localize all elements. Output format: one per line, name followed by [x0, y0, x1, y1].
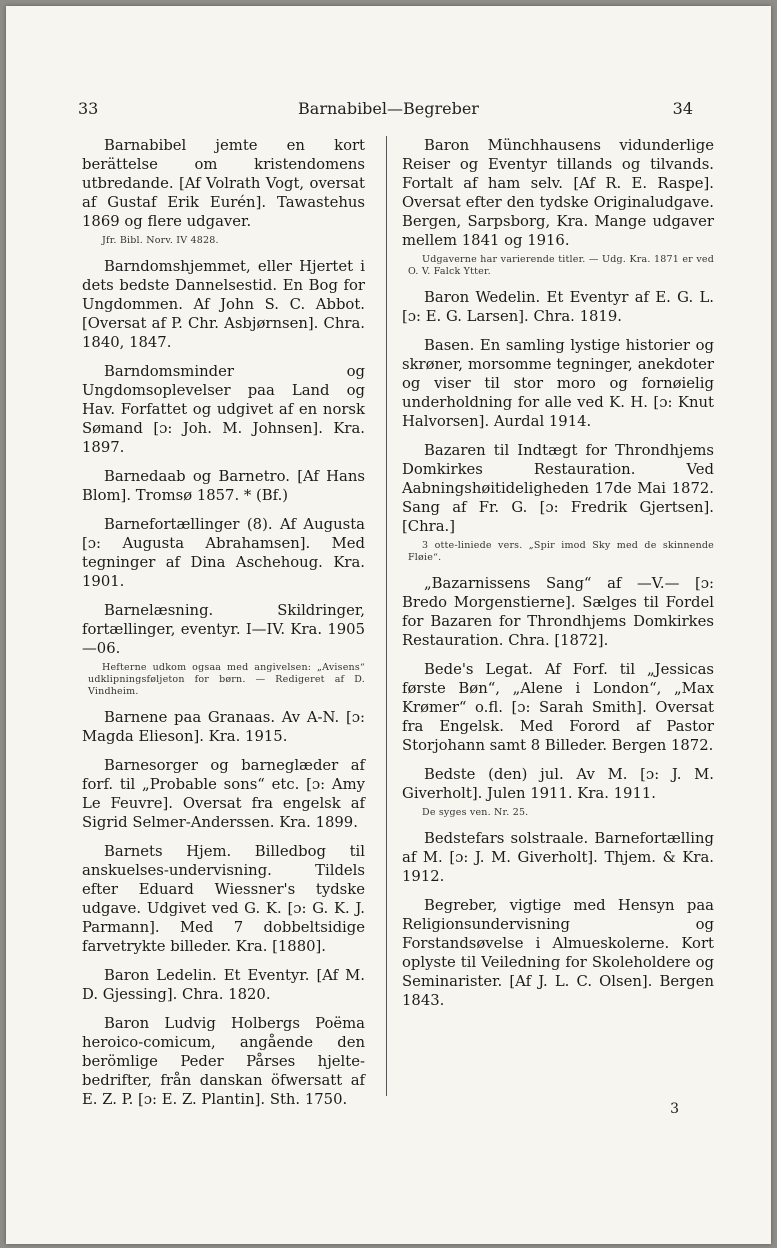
book-page	[6, 6, 771, 1244]
bibliography-entry: Barnedaab og Barnetro. [Af Hans Blom]. Tromsø 1857. * (Bf.)	[82, 468, 365, 504]
bibliography-entry: Begreber, vigtige med Hensyn paa Religionsundervisning og Forstandsøvelse i Almueskolerne. Kort oplyste til Veiledning for Skoleholdere og Seminarister. [Af J. L. C. Olsen]. Bergen 1843.	[402, 897, 714, 1009]
bibliography-entry: Barnets Hjem. Billedbog til anskuelses-undervisning. Tildels efter Eduard Wiessner's tydske udgave. Udgivet ved G. K. [ɔ: G. K. J. Parmann]. Med 7 dobbeltsidige farvetrykte billeder. Kra. [1880].	[82, 843, 365, 955]
entry-note: Hefterne udkom ogsaa med angivelsen: „Avisens“ udklipningsføljeton for børn. — Redigeret af D. Vindheim.	[88, 662, 365, 697]
entry-note: 3 otte-liniede vers. „Spir imod Sky med de skinnende Fløie“.	[408, 540, 714, 563]
bibliography-entry: Baron Ludvig Holbergs Poëma heroico-comicum, angående den berömlige Peder Pårses hjelte-bedrifter, från danskan öfwersatt af E. Z. P. [ɔ: E. Z. Plantin]. Sth. 1750.	[82, 1015, 365, 1108]
bibliography-entry: Barnabibel jemte en kort berättelse om kristendomens utbredande. [Af Volrath Vogt, oversat af Gustaf Erik Eurén]. Tawastehus 1869 og flere udgaver.	[82, 137, 365, 230]
bibliography-entry: Bede's Legat. Af Forf. til „Jessicas første Bøn“, „Alene i London“, „Max Krømer“ o.fl. [ɔ: Sarah Smith]. Oversat fra Engelsk. Med Forord af Pastor Storjohann samt 8 Billeder. Bergen 1872.	[402, 661, 714, 754]
bibliography-entry: Barndomshjemmet, eller Hjertet i dets bedste Dannelsestid. En Bog for Ungdommen. Af John S. C. Abbot. [Oversat af P. Chr. Asbjørnsen]. Chra. 1840, 1847.	[82, 258, 365, 351]
entry-note: Jfr. Bibl. Norv. IV 4828.	[102, 235, 219, 246]
bibliography-entry: Baron Ledelin. Et Eventyr. [Af M. D. Gjessing]. Chra. 1820.	[82, 967, 365, 1003]
column-divider	[386, 136, 387, 1096]
bibliography-entry: Baron Wedelin. Et Eventyr af E. G. L. [ɔ: E. G. Larsen]. Chra. 1819.	[402, 289, 714, 325]
bibliography-entry: Barnesorger og barneglæder af forf. til „Probable sons“ etc. [ɔ: Amy Le Feuvre]. Oversat fra engelsk af Sigrid Selmer-Anderssen. Kra. 1899.	[82, 757, 365, 831]
bibliography-entry: Barnelæsning. Skildringer, fortællinger, eventyr. I—IV. Kra. 1905—06.	[82, 602, 365, 657]
bibliography-entry: Bedstefars solstraale. Barnefortælling af M. [ɔ: J. M. Giverholt]. Thjem. & Kra. 1912.	[402, 830, 714, 885]
running-title: Barnabibel—Begreber	[298, 99, 479, 118]
bibliography-entry: Baron Münchhausens vidunderlige Reiser og Eventyr tillands og tilvands. Fortalt af ham selv. [Af R. E. Raspe]. Oversat efter den tydske Originaludgave. Bergen, Sarpsborg, Kra. Mange udgaver mellem 1841 og 1916.	[402, 137, 714, 249]
entry-note: Udgaverne har varierende titler. — Udg. Kra. 1871 er ved O. V. Falck Ytter.	[408, 254, 714, 277]
bibliography-entry: Bedste (den) jul. Av M. [ɔ: J. M. Giverholt]. Julen 1911. Kra. 1911.	[402, 766, 714, 802]
bibliography-entry: „Bazarnissens Sang“ af —V.— [ɔ: Bredo Morgenstierne]. Sælges til Fordel for Bazaren for Throndhjems Domkirkes Restauration. Chra. [1872].	[402, 575, 714, 649]
bibliography-entry: Barnefortællinger (8). Af Augusta [ɔ: Augusta Abrahamsen]. Med tegninger af Dina Aschehoug. Kra. 1901.	[82, 516, 365, 590]
bibliography-entry: Basen. En samling lystige historier og skrøner, morsomme tegninger, anekdoter og viser til stor moro og fornøielig underholdning for alle ved K. H. [ɔ: Knut Halvorsen]. Aurdal 1914.	[402, 337, 714, 430]
signature-mark: 3	[670, 1101, 679, 1117]
right-column	[402, 136, 714, 1020]
page-number-right: 34	[672, 99, 693, 118]
left-column	[82, 136, 365, 1119]
entry-note: De syges ven. Nr. 25.	[422, 807, 529, 818]
bibliography-entry: Barnene paa Granaas. Av A-N. [ɔ: Magda Elieson]. Kra. 1915.	[82, 709, 365, 745]
bibliography-entry: Bazaren til Indtægt for Throndhjems Domkirkes Restauration. Ved Aabningshøitideligheden 17de Mai 1872. Sang af Fr. G. [ɔ: Fredrik Gjertsen]. [Chra.]	[402, 442, 714, 535]
bibliography-entry: Barndomsminder og Ungdomsoplevelser paa Land og Hav. Forfattet og udgivet af en norsk Sømand [ɔ: Joh. M. Johnsen]. Kra. 1897.	[82, 363, 365, 456]
page-number-left: 33	[78, 99, 99, 118]
